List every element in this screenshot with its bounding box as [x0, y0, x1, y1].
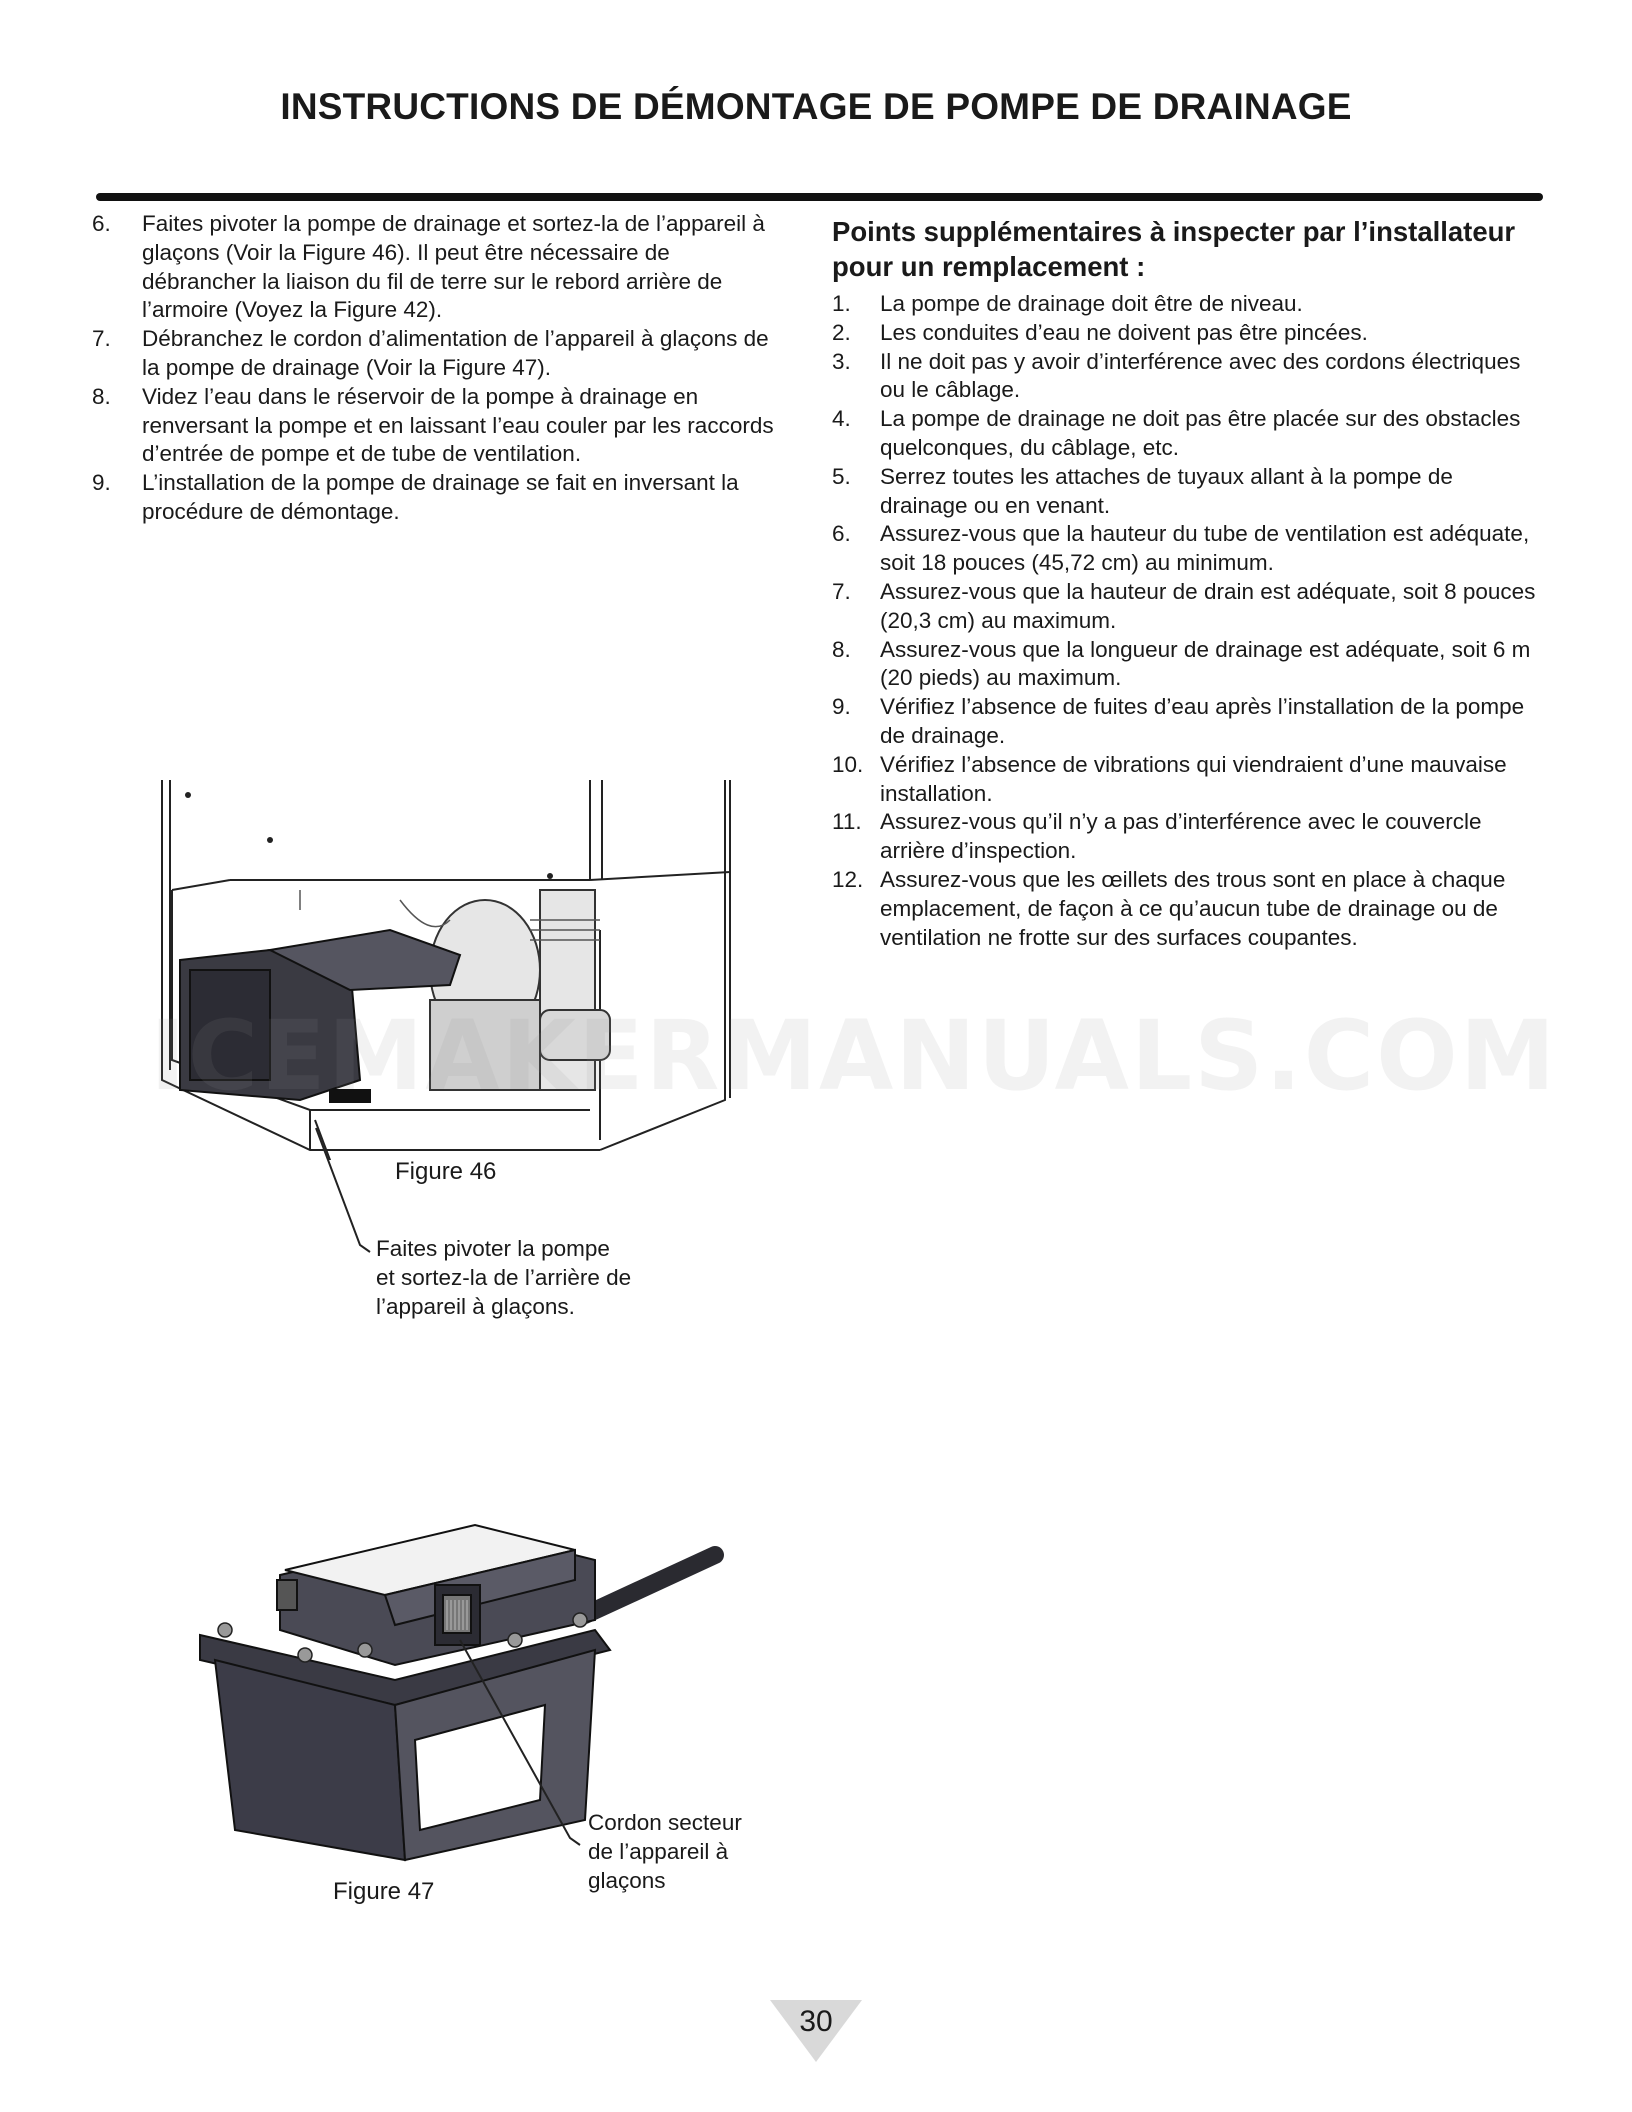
item-text: Il ne doit pas y avoir d’interférence avec des cordons électriques ou le câblage.: [880, 348, 1521, 403]
list-item: [832, 866, 1537, 952]
list-item: [832, 636, 1537, 694]
item-text: Assurez-vous que la hauteur de drain est adéquate, soit 8 pouces (20,3 cm) au maximum.: [880, 578, 1536, 633]
figure-47-caption: Figure 47: [333, 1878, 435, 1905]
watermark: ICEMAKERMANUALS.COM: [150, 1000, 1558, 1112]
item-text: Les conduites d’eau ne doivent pas être pincées.: [880, 319, 1368, 345]
item-text: Assurez-vous que la longueur de drainage est adéquate, soit 6 m (20 pieds) au maximum.: [880, 636, 1531, 691]
list-item: [92, 210, 784, 325]
item-text: La pompe de drainage doit être de niveau.: [880, 291, 1303, 316]
list-item: [832, 808, 1537, 866]
item-text: Assurez-vous qu’il n’y a pas d’interférence avec le couvercle arrière d’inspection.: [880, 809, 1482, 864]
item-number: 7.: [832, 578, 851, 604]
step-text: Débranchez le cordon d’alimentation de l’appareil à glaçons de la pompe de drainage (Voir la Figure 47).: [142, 326, 769, 380]
item-text: La pompe de drainage ne doit pas être placée sur des obstacles quelconques, du câblage, etc.: [880, 406, 1521, 460]
step-number: 8.: [92, 383, 111, 409]
item-number: 5.: [832, 463, 851, 489]
list-item: [832, 751, 1537, 809]
item-text: Assurez-vous que la hauteur du tube de ventilation est adéquate, soit 18 pouces (45,72 cm) au minimum.: [880, 521, 1530, 576]
callout-line: et sortez-la de l’arrière de: [376, 1264, 632, 1290]
section-heading: Points supplémentaires à inspecter par l’installateur pour un remplacement :: [832, 216, 1516, 282]
item-number: 11.: [832, 809, 862, 835]
list-item: [832, 290, 1537, 319]
item-number: 6.: [832, 521, 851, 547]
item-text: Vérifiez l’absence de fuites d’eau après l’installation de la pompe de drainage.: [880, 694, 1525, 748]
item-number: 3.: [832, 348, 851, 374]
item-number: 2.: [832, 319, 851, 345]
list-item: [92, 383, 784, 469]
step-text: Faites pivoter la pompe de drainage et sortez-la de l’appareil à glaçons (Voir la Figure 46). Il peut être nécessaire de débrancher la liaison du fil de terre sur le rebord arrière de l’armoire (Voyez la Figure 42).: [142, 211, 765, 323]
callout-line: de l’appareil à: [588, 1838, 729, 1864]
step-number: 9.: [92, 470, 111, 496]
list-item: [832, 578, 1537, 636]
item-text: Serrez toutes les attaches de tuyaux allant à la pompe de drainage ou en venant.: [880, 463, 1453, 518]
title-rule: [96, 193, 1543, 201]
item-number: 1.: [832, 291, 851, 316]
list-item: [832, 693, 1537, 751]
item-number: 8.: [832, 636, 851, 662]
step-number: 7.: [92, 326, 111, 352]
list-item: [832, 348, 1537, 406]
page-title: INSTRUCTIONS DE DÉMONTAGE DE POMPE DE DRAINAGE: [280, 86, 1352, 127]
item-number: 4.: [832, 406, 851, 432]
item-number: 12.: [832, 866, 864, 892]
left-steps-column: [92, 210, 784, 527]
figure-47-callout: [588, 1809, 742, 1895]
list-item: [92, 469, 784, 527]
item-text: Vérifiez l’absence de vibrations qui viendraient d’une mauvaise installation.: [880, 751, 1507, 806]
list-item: [832, 405, 1537, 463]
item-number: 9.: [832, 694, 851, 720]
page-number: 30: [799, 2005, 833, 2038]
step-number: 6.: [92, 211, 111, 236]
figure-46-callout: [376, 1235, 631, 1321]
step-text: Videz l’eau dans le réservoir de la pompe à drainage en renversant la pompe et en laissant l’eau couler par les raccords d’entrée de pompe et de tube de ventilation.: [142, 383, 774, 467]
callout-line: glaçons: [588, 1867, 666, 1893]
step-text: L’installation de la pompe de drainage se fait en inversant la procédure de démontage.: [142, 470, 739, 524]
item-number: 10.: [832, 751, 864, 777]
list-item: [832, 520, 1537, 578]
inspection-points-column: [832, 214, 1537, 952]
list-item: [832, 463, 1537, 521]
figure-46-caption: Figure 46: [395, 1158, 497, 1185]
list-item: [832, 319, 1537, 348]
callout-line: Cordon secteur: [588, 1810, 742, 1835]
item-text: Assurez-vous que les œillets des trous sont en place à chaque emplacement, de façon à ce qu’aucun tube de drainage ou de ventilation ne frotte sur des surfaces coupantes.: [880, 866, 1506, 950]
callout-line: Faites pivoter la pompe: [376, 1236, 610, 1261]
callout-line: l’appareil à glaçons.: [376, 1293, 575, 1319]
list-item: [92, 325, 784, 383]
